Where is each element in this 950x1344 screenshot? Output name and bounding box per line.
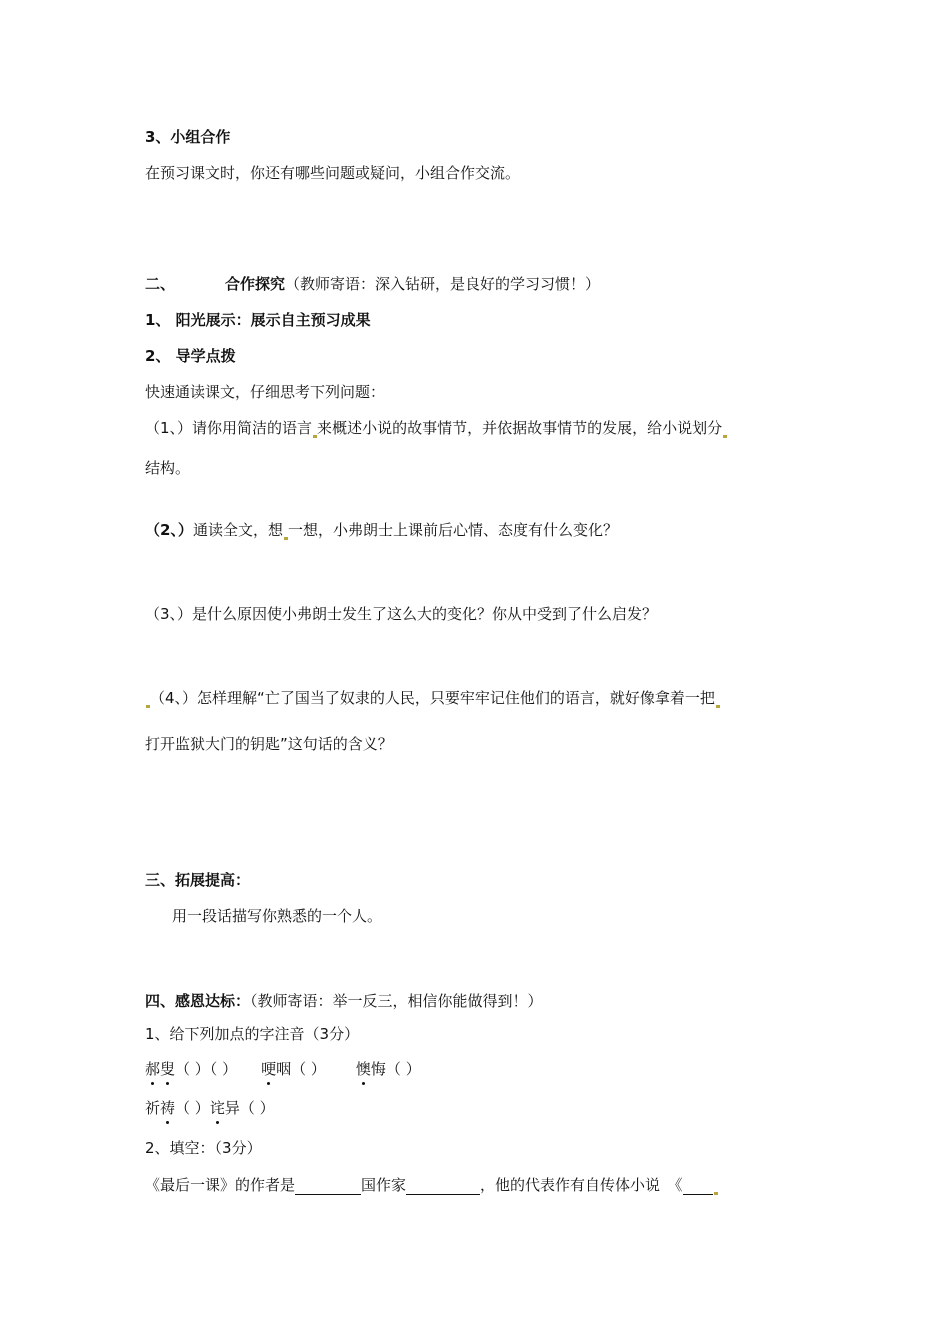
question-1-part-b: 来 [317,419,333,437]
fill-text-a: 《最后一课》的作者是 [145,1176,296,1194]
section-2-item-2: 2、 导学点拨 [145,347,236,365]
answer-parens: （ ） [385,1060,421,1078]
dotted-char: 懊 [355,1060,371,1078]
question-3: （3、）是什么原因使小弗朗士发生了这么大的变化？你从中受到了什么启发？ [145,605,658,623]
dotted-char: 哽 [261,1060,277,1078]
question-4-part-a: （4、）怎样理解“亡了国当了奴隶的人民，只要牢牢记住他们的语言，就好像拿着一把 [150,689,715,707]
section-4-note: （教师寄语：举一反三，相信你能做得到！） [250,992,543,1010]
fill-text-b: 国作家 [361,1176,407,1194]
section-3b-heading: 三、拓展提高： [145,871,251,889]
answer-parens: （ ）（ ） [175,1060,238,1078]
question-2-part-c: 一想，小弗朗士上课前后心情、态度有什么变化？ [287,521,618,539]
section-2-item-1: 1、 阳光展示：展示自主预习成果 [145,311,371,329]
dotted-char: 叟 [160,1060,176,1078]
dotted-char: 诧 [209,1099,225,1117]
section-4-title: 四、感恩达标： [145,992,251,1010]
plain-char: 异 [224,1099,240,1117]
question-2-number: （2、） [145,521,193,539]
fill-text-c: ，他的代表作有自传体小说 《 [480,1176,683,1194]
pinyin-row-2 [145,1098,275,1118]
marker [723,435,727,438]
question-2 [145,520,618,540]
blank-author[interactable] [406,1178,480,1195]
dotted-char: 郝 [145,1060,161,1078]
section-4-heading [145,991,543,1011]
blank-novel-title[interactable] [683,1178,713,1195]
section-2-note: （教师寄语：深入钻研，是良好的学习习惯！） [285,275,601,293]
section-2-number: 二、 [145,275,176,293]
plain-char: 咽 [276,1060,292,1078]
question-2-part-b: 通读全文，想 [192,521,283,539]
answer-parens: （ ） [239,1099,275,1117]
section-4-question-1: 1、给下列加点的字注音（3分） [145,1025,360,1043]
question-1-part-a: （1、）请你用简洁的语言 [145,419,313,437]
marker [714,1192,718,1195]
dotted-char: 祷 [160,1099,176,1117]
question-4-continued: 打开监狱大门的钥匙”这句话的含义？ [145,735,393,753]
pinyin-row-1 [145,1059,421,1079]
question-1-continued: 结构。 [145,459,191,477]
section-3b-text: 用一段话描写你熟悉的一个人。 [172,907,383,925]
plain-char: 祈 [145,1099,161,1117]
section-3-heading: 3、小组合作 [145,128,231,146]
question-1-part-c: 概述小说的故事情节，并依据故事情节的发展，给小说划分 [332,419,723,437]
question-1 [145,418,727,438]
plain-char: 悔 [370,1060,386,1078]
blank-nationality[interactable] [295,1178,361,1195]
fill-in-sentence [145,1175,718,1195]
marker [716,705,720,708]
section-2-intro: 快速通读课文，仔细思考下列问题： [145,383,386,401]
section-4-question-2: 2、填空：（3分） [145,1139,262,1157]
section-2-heading [145,274,600,294]
answer-parens: （ ） [291,1060,326,1078]
section-3-text: 在预习课文时，你还有哪些问题或疑问，小组合作交流。 [145,164,521,182]
answer-parens: （ ） [175,1099,210,1117]
question-4 [145,688,720,708]
section-2-title: 合作探究 [225,275,286,293]
